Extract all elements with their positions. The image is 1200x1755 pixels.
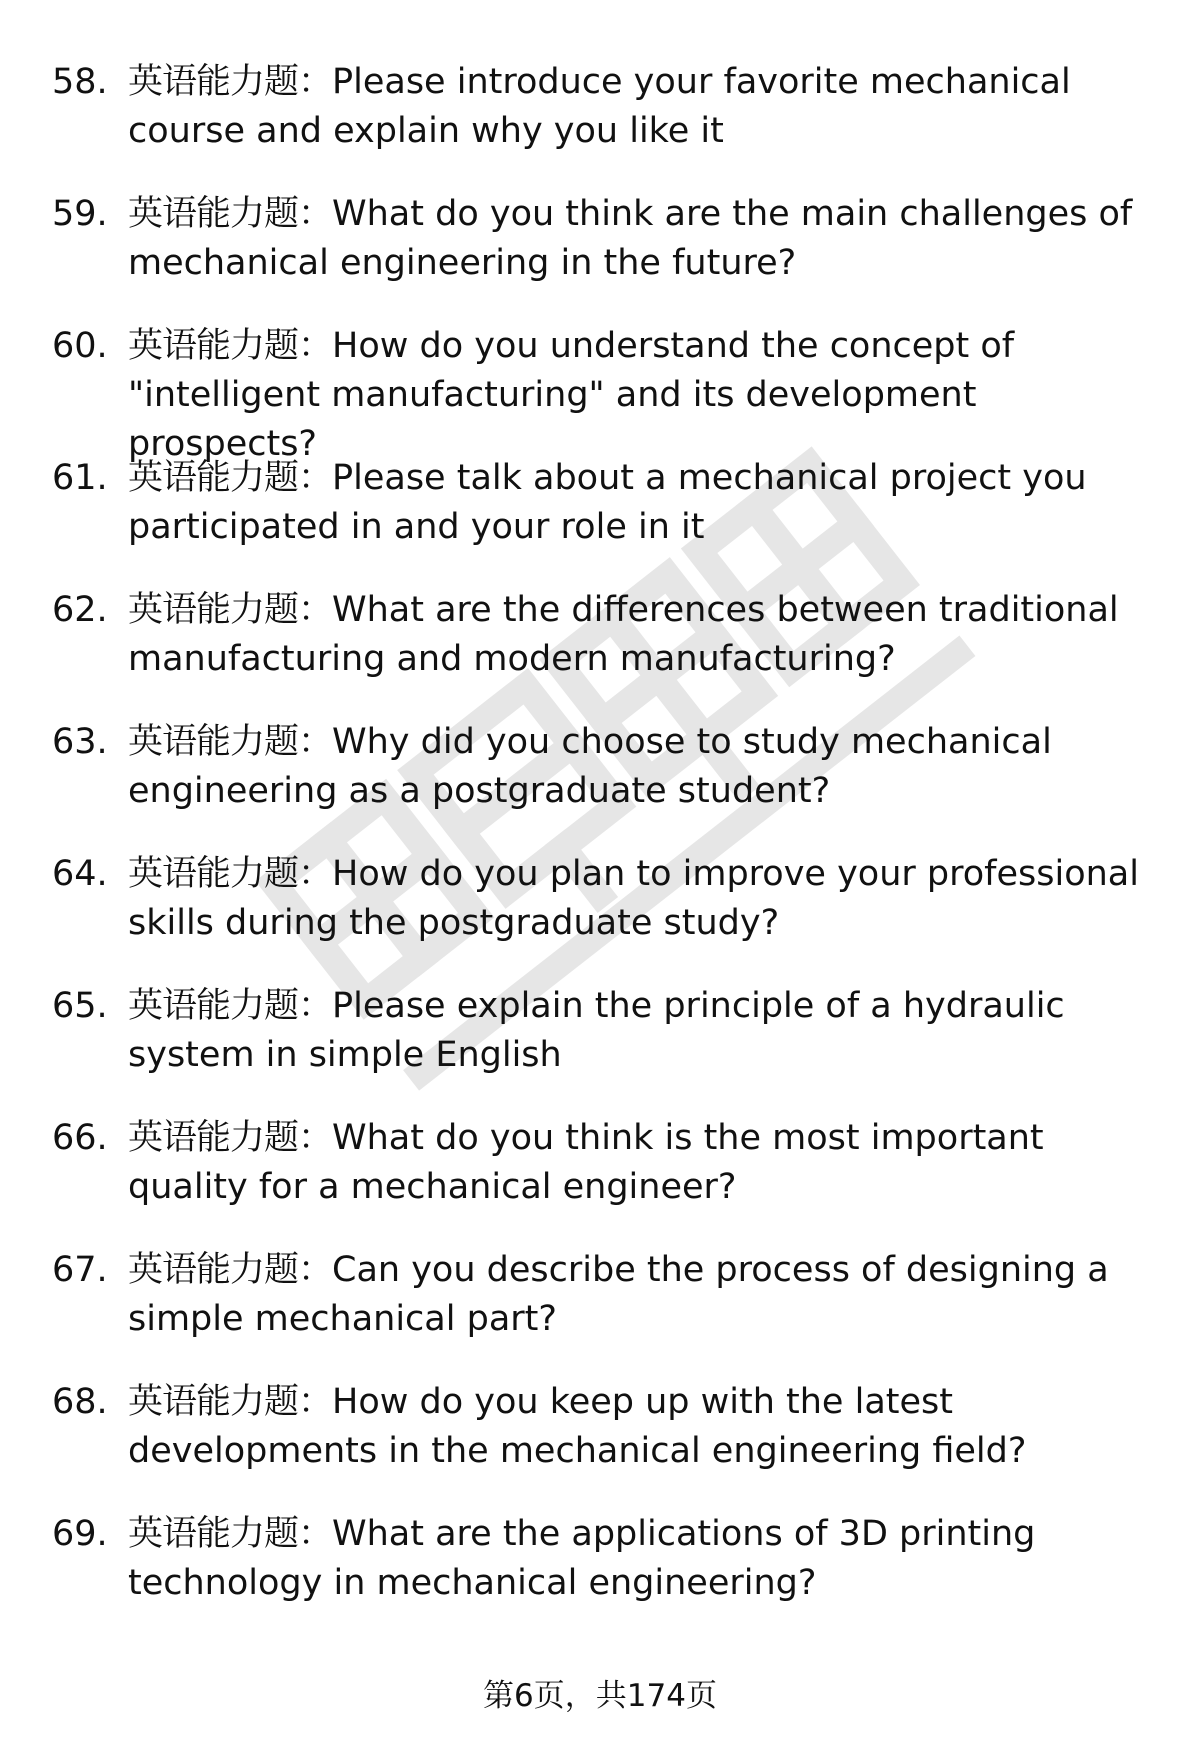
question-body	[128, 586, 1162, 684]
question-number: 60.	[52, 326, 108, 366]
question-text: Please introduce your favorite mechanical course and explain why you like it	[128, 62, 1071, 151]
question-item	[52, 1378, 1162, 1510]
question-body	[128, 982, 1162, 1080]
question-body	[128, 454, 1162, 552]
question-item	[52, 718, 1162, 850]
question-text: What are the differences between traditional manufacturing and modern manufacturing?	[128, 590, 1119, 679]
question-text: Can you describe the process of designing a simple mechanical part?	[128, 1250, 1109, 1339]
question-list	[52, 58, 1162, 1642]
question-category: 英语能力题：	[128, 1250, 333, 1290]
question-item	[52, 982, 1162, 1114]
question-item	[52, 322, 1162, 464]
question-item	[52, 850, 1162, 982]
question-number: 69.	[52, 1514, 108, 1554]
question-body	[128, 1510, 1162, 1608]
question-item	[52, 1114, 1162, 1246]
question-item	[52, 586, 1162, 718]
question-item	[52, 58, 1162, 190]
question-item	[52, 190, 1162, 322]
question-body	[128, 850, 1162, 948]
question-number: 58.	[52, 62, 108, 102]
question-category: 英语能力题：	[128, 326, 333, 366]
question-number: 68.	[52, 1382, 108, 1422]
question-number: 61.	[52, 458, 108, 498]
question-category: 英语能力题：	[128, 854, 333, 894]
question-category: 英语能力题：	[128, 1118, 333, 1158]
question-number: 64.	[52, 854, 108, 894]
question-text: How do you understand the concept of "intelligent manufacturing" and its development prospects?	[128, 326, 1015, 464]
question-text: How do you plan to improve your professional skills during the postgraduate study?	[128, 854, 1139, 943]
question-item	[52, 1510, 1162, 1642]
question-text: What do you think is the most important quality for a mechanical engineer?	[128, 1118, 1044, 1207]
question-text: What are the applications of 3D printing technology in mechanical engineering?	[128, 1514, 1036, 1603]
question-category: 英语能力题：	[128, 590, 333, 630]
question-number: 67.	[52, 1250, 108, 1290]
question-body	[128, 58, 1162, 156]
question-text: How do you keep up with the latest developments in the mechanical engineering field?	[128, 1382, 1027, 1471]
question-body	[128, 190, 1162, 288]
question-category: 英语能力题：	[128, 62, 333, 102]
question-text: Please talk about a mechanical project you participated in and your role in it	[128, 458, 1087, 547]
question-category: 英语能力题：	[128, 458, 333, 498]
question-text: Why did you choose to study mechanical engineering as a postgraduate student?	[128, 722, 1052, 811]
question-text: Please explain the principle of a hydraulic system in simple English	[128, 986, 1065, 1075]
question-category: 英语能力题：	[128, 194, 333, 234]
question-body	[128, 322, 1162, 469]
question-body	[128, 1114, 1162, 1212]
question-item	[52, 1246, 1162, 1378]
question-number: 59.	[52, 194, 108, 234]
question-category: 英语能力题：	[128, 722, 333, 762]
question-category: 英语能力题：	[128, 1514, 333, 1554]
question-text: What do you think are the main challenges of mechanical engineering in the future?	[128, 194, 1133, 283]
question-body	[128, 1378, 1162, 1476]
question-number: 66.	[52, 1118, 108, 1158]
question-number: 63.	[52, 722, 108, 762]
question-body	[128, 718, 1162, 816]
question-category: 英语能力题：	[128, 986, 333, 1026]
page-number-footer: 第6页，共174页	[483, 1678, 717, 1714]
question-number: 62.	[52, 590, 108, 630]
question-category: 英语能力题：	[128, 1382, 333, 1422]
question-number: 65.	[52, 986, 108, 1026]
question-item	[52, 454, 1162, 586]
question-body	[128, 1246, 1162, 1344]
